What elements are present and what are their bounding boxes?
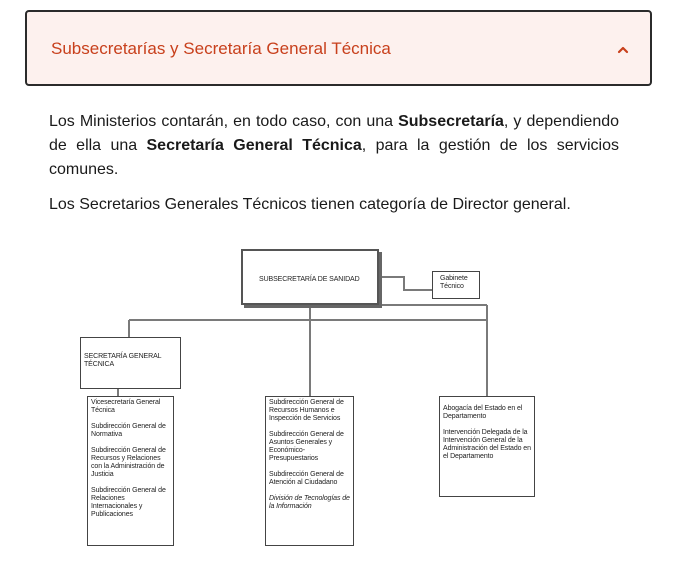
org-box-label: Técnico — [440, 283, 464, 290]
text-fragment: , para la gestión de los servicios comunes. — [49, 137, 619, 178]
org-box-adscritos — [439, 396, 535, 497]
org-box-label: SUBSECRETARÍA DE SANIDAD — [259, 276, 360, 283]
intro-paragraph — [49, 110, 619, 182]
org-box-label: Gabinete — [440, 275, 468, 282]
org-unit: Subdirección General de Normativa — [91, 423, 166, 438]
org-unit: Subdirección General de Atención al Ciudadano — [269, 471, 344, 486]
accordion-title: Subsecretarías y Secretaría General Técnica — [51, 39, 391, 58]
org-unit: Subdirección General de Recursos Humanos e Inspección de Servicios — [269, 399, 344, 422]
org-unit: División de Tecnologías de la Información — [269, 495, 350, 510]
org-unit: Vicesecretaría General Técnica — [91, 399, 161, 414]
chevron-up-icon[interactable] — [617, 45, 629, 55]
org-unit: Subdirección General de Relaciones Internacionales y Publicaciones — [91, 487, 166, 518]
org-unit: Subdirección General de Asuntos Generales y Económico-Presupuestarios — [269, 431, 344, 462]
org-unit: Abogacía del Estado en el Departamento — [443, 405, 523, 420]
bold-sgt: Secretaría General Técnica — [146, 137, 362, 154]
org-unit: Subdirección General de Recursos y Relaciones con la Administración de Justicia — [91, 447, 166, 478]
org-box-label: TÉCNICA — [84, 361, 115, 368]
text-fragment: Los Ministerios contarán, en todo caso, con una — [49, 113, 399, 130]
org-box-sgt-units — [87, 396, 174, 546]
org-unit: Intervención Delegada de la Intervención General de la Administración del Estado en el Departamento — [443, 429, 531, 460]
connector-gabinete — [379, 277, 432, 290]
category-paragraph: Los Secretarios Generales Técnicos tienen categoría de Director general. — [49, 196, 571, 213]
text-fragment: , y dependiendo de ella una — [49, 113, 620, 154]
org-box-sgt — [80, 337, 181, 389]
org-box-subsecretaria-units — [265, 396, 354, 546]
org-box-gabinete — [432, 271, 480, 299]
org-box-subsecretaria — [241, 249, 379, 305]
bold-subsecretaria: Subsecretaría — [398, 113, 504, 130]
accordion-header[interactable] — [25, 10, 652, 86]
org-box-label: SECRETARÍA GENERAL — [84, 353, 162, 360]
